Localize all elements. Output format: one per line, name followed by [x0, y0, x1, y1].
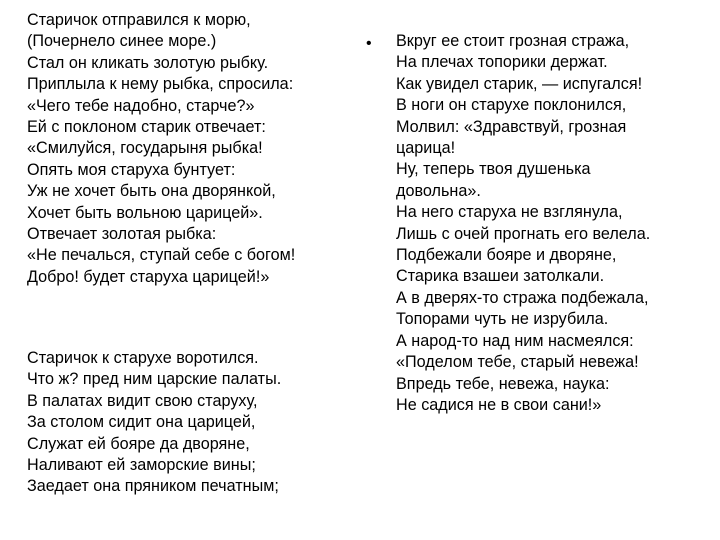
left-stanza-2 — [27, 348, 281, 498]
poem-line: Приплыла к нему рыбка, спросила: — [27, 75, 294, 94]
poem-line: Молвил: «Здравствуй, грозная — [396, 117, 627, 136]
poem-line: На плечах топорики держат. — [396, 53, 608, 72]
left-stanza-1 — [27, 10, 295, 288]
poem-line: Служат ей бояре да дворяне, — [27, 434, 250, 453]
poem-line: Не садися не в свои сани!» — [396, 395, 602, 414]
poem-line: Впредь тебе, невежа, наука: — [396, 374, 610, 393]
poem-line: Хочет быть вольною царицей». — [27, 203, 263, 222]
poem-line: Уж не хочет быть она дворянкой, — [27, 182, 276, 201]
poem-line: Опять моя старуха бунтует: — [27, 160, 236, 179]
poem-line: Ей с поклоном старик отвечает: — [27, 118, 266, 137]
poem-line: Старичок к старухе воротился. — [27, 349, 259, 367]
poem-line: Старика взашеи затолкали. — [396, 267, 605, 286]
poem-line: Стал он кликать золотую рыбку. — [27, 53, 269, 72]
poem-line: На него старуха не взглянула, — [396, 203, 623, 222]
poem-line: Как увидел старик, — испугался! — [396, 74, 643, 93]
poem-line: Подбежали бояре и дворяне, — [396, 246, 617, 265]
poem-line: Топорами чуть не изрубила. — [396, 310, 609, 329]
poem-line: «Чего тебе надобно, старче?» — [27, 96, 255, 115]
poem-line: «Поделом тебе, старый невежа! — [396, 353, 639, 372]
poem-line: Старичок отправился к морю, — [27, 11, 251, 29]
right-stanza — [396, 31, 650, 416]
poem-line: «Смилуйся, государыня рыбка! — [27, 139, 263, 158]
poem-line: (Почернело синее море.) — [27, 32, 217, 51]
poem-line: Добро! будет старуха царицей!» — [27, 267, 270, 286]
poem-line: Лишь с очей прогнать его велела. — [396, 224, 651, 243]
poem-line: В ноги он старухе поклонился, — [396, 96, 627, 115]
poem-line: «Не печалься, ступай себе с богом! — [27, 246, 296, 265]
poem-line: Наливают ей заморские вины; — [27, 456, 256, 475]
poem-line: Вкруг ее стоит грозная стража, — [396, 32, 630, 50]
poem-line: Отвечает золотая рыбка: — [27, 225, 217, 244]
poem-line: Заедает она пряником печатным; — [27, 477, 279, 496]
poem-line: Ну, теперь твоя душенька — [396, 160, 591, 179]
poem-line: За столом сидит она царицей, — [27, 413, 256, 432]
poem-line: царица! — [396, 139, 456, 158]
bullet-icon: • — [366, 35, 372, 52]
poem-line: А народ-то над ним насмеялся: — [396, 331, 634, 350]
poem-line: довольна». — [396, 181, 481, 200]
poem-line: В палатах видит свою старуху, — [27, 391, 258, 410]
poem-line: А в дверях-то стража подбежала, — [396, 288, 649, 307]
poem-line: Что ж? пред ним царские палаты. — [27, 370, 282, 389]
